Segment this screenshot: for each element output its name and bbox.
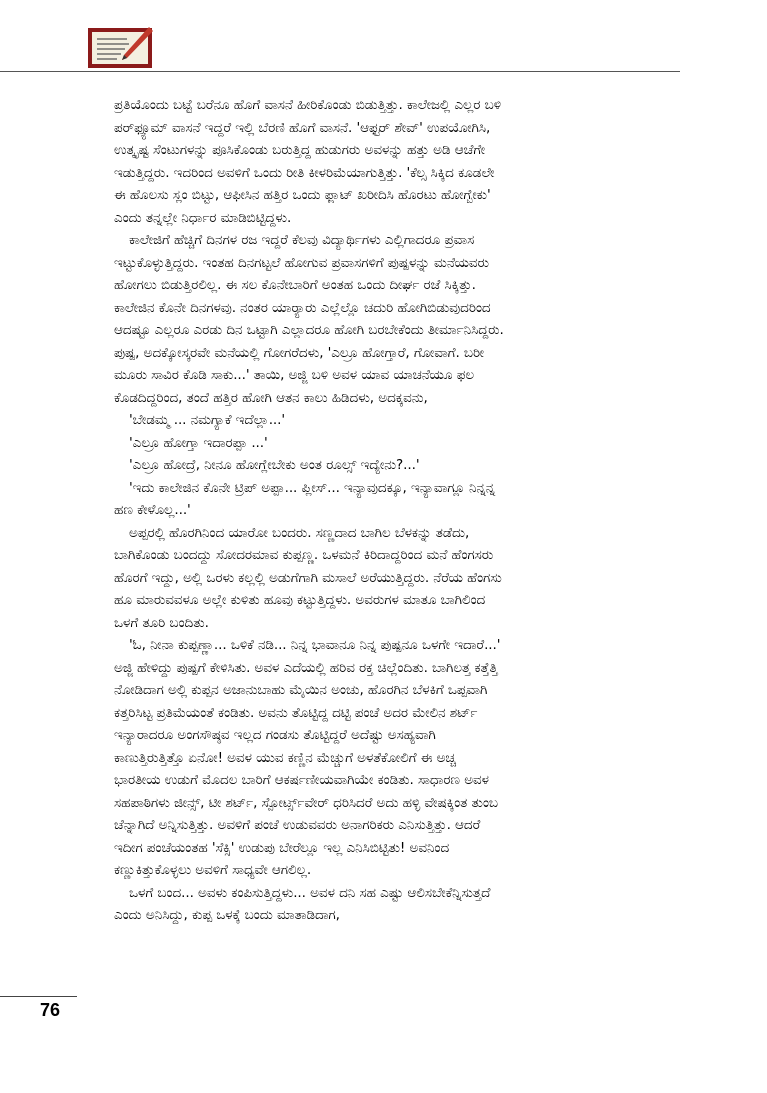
text-line: ಅಜ್ಜಿ ಹೇಳಿದ್ದು ಪುಷ್ಪಗೆ ಕೇಳಿಸಿತು. ಅವಳ ಎದೆಯಲ್ಲಿ ಹರಿವ ರಕ್ತ ಚಿಲ್ಲೆಂದಿತು. ಬಾಗಿಲತ್ತ ಕತ್ತೆತ್ತಿ (114, 659, 498, 676)
text-line: ಪುಷ್ಪ, ಅದಕ್ಕೋಸ್ಕರವೇ ಮನೆಯಲ್ಲಿ ಗೋಗರೆದಳು, 'ಎಲ್ರೂ ಹೋಗ್ತಾರೆ, ಗೋವಾಗೆ. ಬರೀ (114, 344, 484, 361)
text-line: ಹಣ ಕೇಳೊಲ್ಲ...' (114, 502, 191, 518)
text-line: ಒಳಗೆ ಬಂದ... ಅವಳು ಕಂಪಿಸುತ್ತಿದ್ದಳು... ಅವಳ ದನಿ ಸಹ ಎಷ್ಟು ಆಲಿಸಬೇಕೆನ್ನಿಸುತ್ತದೆ (129, 884, 491, 901)
text-line: ಕಣ್ಣುಕಿತ್ತುಕೊಳ್ಳಲು ಅವಳಿಗೆ ಸಾಧ್ಯವೇ ಆಗಲಿಲ್ಲ. (114, 862, 312, 878)
text-line: ಇನ್ಯಾರಾದರೂ ಅಂಗಸೌಷ್ಠವ ಇಲ್ಲದ ಗಂಡಸು ತೊಟ್ಟಿದ್ದರೆ ಅದೆಷ್ಟು ಅಸಹ್ಯವಾಗಿ (114, 727, 436, 743)
text-line: ಎಂದು ಅನಿಸಿದ್ದು, ಕುಪ್ಪ ಒಳಕ್ಕೆ ಬಂದು ಮಾತಾಡಿದಾಗ, (114, 907, 340, 923)
text-line: ಕತ್ತರಿಸಿಟ್ಟ ಪ್ರತಿಮೆಯಂತೆ ಕಂಡಿತು. ಅವನು ತೊಟ್ಟಿದ್ದ ದಟ್ಟಿ ಪಂಚೆ ಅದರ ಮೇಲಿನ ಶರ್ಟ್ (114, 704, 478, 721)
header-rule (0, 71, 680, 72)
text-line: ಆದಷ್ಟೂ ಎಲ್ಲರೂ ಎರಡು ದಿನ ಒಟ್ಟಾಗಿ ಎಲ್ಲಾದರೂ ಹೋಗಿ ಬರಬೇಕೆಂದು ತೀರ್ಮಾನಿಸಿದ್ದರು. (114, 322, 504, 338)
writing-paper-pen-icon (87, 25, 155, 70)
text-line: ಎಂದು ತನ್ನಲ್ಲೇ ನಿರ್ಧಾರ ಮಾಡಿಬಿಟ್ಟಿದ್ದಳು. (114, 209, 292, 226)
text-line: 'ಇದು ಕಾಲೇಜಿನ ಕೊನೇ ಟ್ರಿಪ್ ಅಪ್ಪಾ... ಪ್ಲೀಸ್... ಇನ್ಯಾವುದಕ್ಕೂ, ಇನ್ಯಾವಾಗ್ಲೂ ನಿನ್ನನ್ನ (129, 479, 496, 496)
text-line: 'ಓ, ನೀನಾ ಕುಪ್ಪಣ್ಣಾ... ಒಳಿಕೆ ನಡಿ... ನಿನ್ನ ಭಾವಾನೂ ನಿನ್ನ ಪುಷ್ಪನೂ ಒಳಗೇ ಇದಾರೆ...' (129, 637, 501, 653)
text-line: ಪರ್‌ಫ್ಯೂಮ್ ವಾಸನೆ ಇದ್ದರೆ ಇಲ್ಲಿ ಬೆರಣಿ ಹೊಗೆ ವಾಸನೆ. 'ಆಫ್ಟರ್ ಶೇವ್' ಉಪಯೋಗಿಸಿ, (114, 119, 491, 136)
text-line: ಹೋಗಲು ಬಿಡುತ್ತಿರಲಿಲ್ಲ. ಈ ಸಲ ಕೊನೇಬಾರಿಗೆ ಅಂತಹ ಒಂದು ದೀರ್ಘ ರಜೆ ಸಿಕ್ಕಿತ್ತು. (114, 277, 476, 293)
text-line: ಇಟ್ಟುಕೊಳ್ಳುತ್ತಿದ್ದರು. ಇಂತಹ ದಿನಗಟ್ಟಲೆ ಹೋಗುವ ಪ್ರವಾಸಗಳಿಗೆ ಪುಷ್ಪಳನ್ನು ಮನೆಯವರು (114, 254, 489, 271)
text-line: 'ಬೇಡಮ್ಮ ... ನಮಗ್ಯಾಕೆ ಇದೆಲ್ಲಾ...' (129, 412, 286, 428)
text-line: ಕೊಡದಿದ್ದರಿಂದ, ತಂದೆ ಹತ್ತಿರ ಹೋಗಿ ಆತನ ಕಾಲು ಹಿಡಿದಳು, ಅದಕ್ಕವನು, (114, 389, 428, 406)
text-line: ಇದೀಗ ಪಂಚೆಯಂತಹ 'ಸೆಕ್ಸಿ' ಉಡುಪು ಬೇರೆಲ್ಲೂ ಇಲ್ಲ ಎನಿಸಿಬಿಟ್ಟಿತು! ಅವನಿಂದ (114, 839, 450, 856)
text-line: ಈ ಹೊಲಸು ಸ್ಲಂ ಬಿಟ್ಟು, ಆಫೀಸಿನ ಹತ್ತಿರ ಒಂದು ಫ್ಲಾಟ್ ಖರೀದಿಸಿ ಹೊರಟು ಹೋಗ್ಬೇಕು' (114, 187, 491, 203)
text-line: ಕಾಲೇಜಿನ ಕೊನೇ ದಿನಗಳವು. ನಂತರ ಯಾರ್‍ಯಾರು ಎಲ್ಲೆಲ್ಲೊ ಚದುರಿ ಹೋಗಿಬಿಡುವುದರಿಂದ (114, 299, 491, 316)
page-body (114, 94, 674, 927)
text-line: ಇಡುತ್ತಿದ್ದರು. ಇದರಿಂದ ಅವಳಿಗೆ ಒಂದು ರೀತಿ ಕೀಳರಿಮೆಯಾಗುತ್ತಿತ್ತು. 'ಕೆಲ್ಸ ಸಿಕ್ಕಿದ ಕೂಡಲೇ (114, 164, 495, 181)
text-line: ಹೂ ಮಾರುವವಳೂ ಅಲ್ಲೇ ಕುಳಿತು ಹೂವು ಕಟ್ಟುತ್ತಿದ್ದಳು. ಅವರುಗಳ ಮಾತೂ ಬಾಗಿಲಿಂದ (114, 592, 486, 608)
text-line: 'ಎಲ್ರೂ ಹೋದ್ರೆ, ನೀನೂ ಹೋಗ್ಲೇಬೇಕು ಅಂತ ರೂಲ್ಸ್ ಇದ್ಯೇನು?...' (129, 457, 420, 473)
text-line: 'ಎಲ್ರೂ ಹೋಗ್ತಾ ಇದಾರಪ್ಪಾ ...' (129, 434, 268, 451)
text-line: ಬಾಗಿಕೊಂಡು ಬಂದದ್ದು ಸೋದರಮಾವ ಕುಪ್ಪಣ್ಣ. ಒಳಮನೆ ಕಿರಿದಾದ್ದರಿಂದ ಮನೆ ಹೆಂಗಸರು (114, 547, 494, 563)
text-line: ಉತ್ಕೃಷ್ಟ ಸೆಂಟುಗಳನ್ನು ಪೂಸಿಕೊಂಡು ಬರುತ್ತಿದ್ದ ಹುಡುಗರು ಅವಳನ್ನು ಹತ್ತು ಅಡಿ ಆಚೆಗೇ (114, 142, 486, 158)
text-line: ಚೆನ್ನಾಗಿದೆ ಅನ್ನಿಸುತ್ತಿತ್ತು. ಅವಳಿಗೆ ಪಂಚೆ ಉಡುವವರು ಅನಾಗರಿಕರು ಎನಿಸುತ್ತಿತ್ತು. ಆದರೆ (114, 817, 481, 833)
text-line: ಅಪ್ಪರಲ್ಲಿ ಹೊರಗಿನಿಂದ ಯಾರೋ ಬಂದರು. ಸಣ್ಣದಾದ ಬಾಗಿಲ ಬೆಳಕನ್ನು ತಡೆದು, (129, 524, 470, 541)
text-line: ಹೊರಗೆ ಇದ್ದು, ಅಲ್ಲಿ ಒರಳು ಕಲ್ಲಲ್ಲಿ ಅಡುಗೆಗಾಗಿ ಮಸಾಲೆ ಅರೆಯುತ್ತಿದ್ದರು. ನೆರೆಯ ಹೆಂಗಸು (114, 569, 502, 586)
text-line: ಭಾರತೀಯ ಉಡುಗೆ ಮೊದಲ ಬಾರಿಗೆ ಆಕರ್ಷಣೀಯವಾಗಿಯೇ ಕಂಡಿತು. ಸಾಧಾರಣ ಅವಳ (114, 772, 489, 788)
page-number: 76 (40, 1000, 61, 1020)
text-line: ಕಾಲೇಜಿಗೆ ಹೆಚ್ಚಿಗೆ ದಿನಗಳ ರಜ ಇದ್ದರೆ ಕೆಲವು ವಿದ್ಯಾರ್ಥಿಗಳು ಎಲ್ಲಿಗಾದರೂ ಪ್ರವಾಸ (129, 232, 475, 248)
text-line: ಸಹಪಾಠಿಗಳು ಜೀನ್ಸ್, ಟೀ ಶರ್ಟ್, ಸ್ಪೋರ್ಟ್ಸ್‌ವೇರ್ ಧರಿಸಿದರೆ ಅದು ಹಳ್ಳಿ ವೇಷಕ್ಕಿಂತ ತುಂಬ (114, 794, 499, 811)
text-line: ಕಾಣುತ್ತಿರುತ್ತಿತ್ತೊ ಏನೋ! ಅವಳ ಯುವ ಕಣ್ಣಿನ ಮೆಚ್ಚುಗೆ ಅಳತೆಕೋಲಿಗೆ ಈ ಅಚ್ಚ (114, 749, 456, 766)
footer-rule (0, 996, 77, 997)
text-line: ಮೂರು ಸಾವಿರ ಕೊಡಿ ಸಾಕು...' ತಾಯಿ, ಅಜ್ಜಿ ಬಳಿ ಅವಳ ಯಾವ ಯಾಚನೆಯೂ ಫಲ (114, 367, 475, 383)
text-line: ಪ್ರತಿಯೊಂದು ಬಟ್ಟೆ ಬರೆನೂ ಹೊಗೆ ವಾಸನೆ ಹೀರಿಕೊಂಡು ಬಿಡುತ್ತಿತ್ತು. ಕಾಲೇಜಲ್ಲಿ ಎಲ್ಲರ ಬಳಿ (114, 97, 502, 113)
text-line: ನೋಡಿದಾಗ ಅಲ್ಲಿ ಕುಪ್ಪನ ಅಜಾನುಬಾಹು ಮೈಯಿನ ಅಂಚು, ಹೊರಗಿನ ಬೆಳಕಿಗೆ ಒಪ್ಪವಾಗಿ (114, 682, 488, 698)
text-line: ಒಳಗೆ ತೂರಿ ಬಂದಿತು. (114, 614, 209, 631)
